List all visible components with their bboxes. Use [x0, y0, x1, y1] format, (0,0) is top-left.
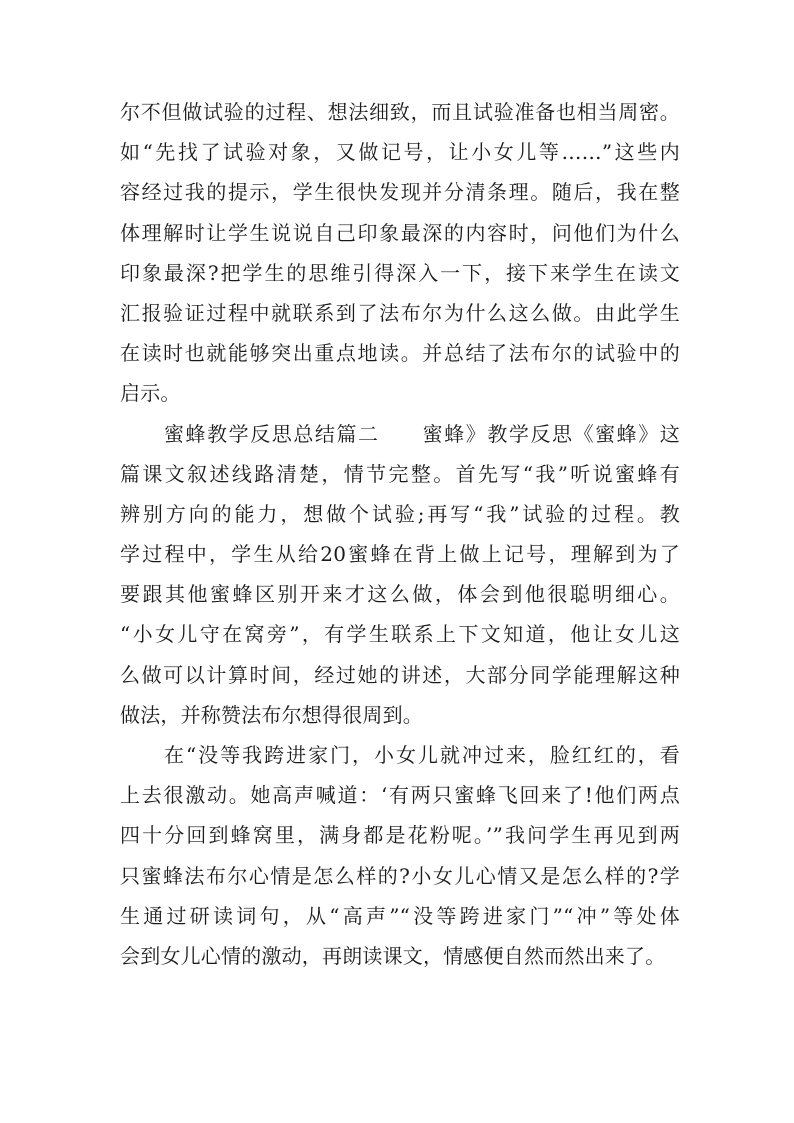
document-body	[120, 92, 680, 976]
text-line: 篇课文叙述线路清楚，情节完整。首先写“我”听说蜜蜂有	[120, 461, 680, 486]
text-line: 体理解时让学生说说自己印象最深的内容时，问他们为什么	[120, 220, 680, 245]
text-line: 印象最深?把学生的思维引得深入一下，接下来学生在读文	[120, 260, 680, 285]
text-line: 汇报验证过程中就联系到了法布尔为什么这么做。由此学生	[120, 300, 680, 325]
section-heading-line: 蜜蜂教学反思总结篇二 蜜蜂》教学反思《蜜蜂》这	[164, 421, 680, 446]
text-line: 生通过研读词句，从“高声”“没等跨进家门”“冲”等处体	[120, 903, 680, 928]
text-line: 辨别方向的能力，想做个试验;再写“我”试验的过程。教	[120, 501, 680, 526]
text-line: 启示。	[120, 381, 181, 406]
text-line: 会到女儿心情的激动，再朗读课文，情感便自然而然出来了。	[120, 943, 666, 968]
text-line: 在“没等我跨进家门，小女儿就冲过来，脸红红的，看	[164, 743, 680, 767]
text-line: 只蜜蜂法布尔心情是怎么样的?小女儿心情又是怎么样的?学	[120, 863, 680, 888]
text-line: “小女儿守在窝旁”，有学生联系上下文知道，他让女儿这	[120, 622, 680, 647]
text-line: 尔不但做试验的过程、想法细致，而且试验准备也相当周密。	[120, 100, 680, 124]
text-line: 容经过我的提示，学生很快发现并分清条理。随后，我在整	[120, 180, 680, 205]
text-line: 么做可以计算时间，经过她的讲述，大部分同学能理解这种	[120, 662, 680, 687]
text-line: 上去很激动。她高声喊道：‘有两只蜜蜂飞回来了!他们两点	[120, 783, 680, 808]
text-line: 如“先找了试验对象，又做记号，让小女儿等……”这些内	[120, 140, 680, 165]
text-line: 四十分回到蜂窝里，满身都是花粉呢。’”我问学生再见到两	[120, 823, 680, 848]
text-line: 做法，并称赞法布尔想得很周到。	[120, 702, 423, 727]
text-line: 在读时也就能够突出重点地读。并总结了法布尔的试验中的	[120, 341, 680, 366]
text-line: 要跟其他蜜蜂区别开来才这么做，体会到他很聪明细心。	[120, 582, 680, 607]
text-line: 学过程中，学生从给20蜜蜂在背上做上记号，理解到为了	[120, 542, 680, 567]
